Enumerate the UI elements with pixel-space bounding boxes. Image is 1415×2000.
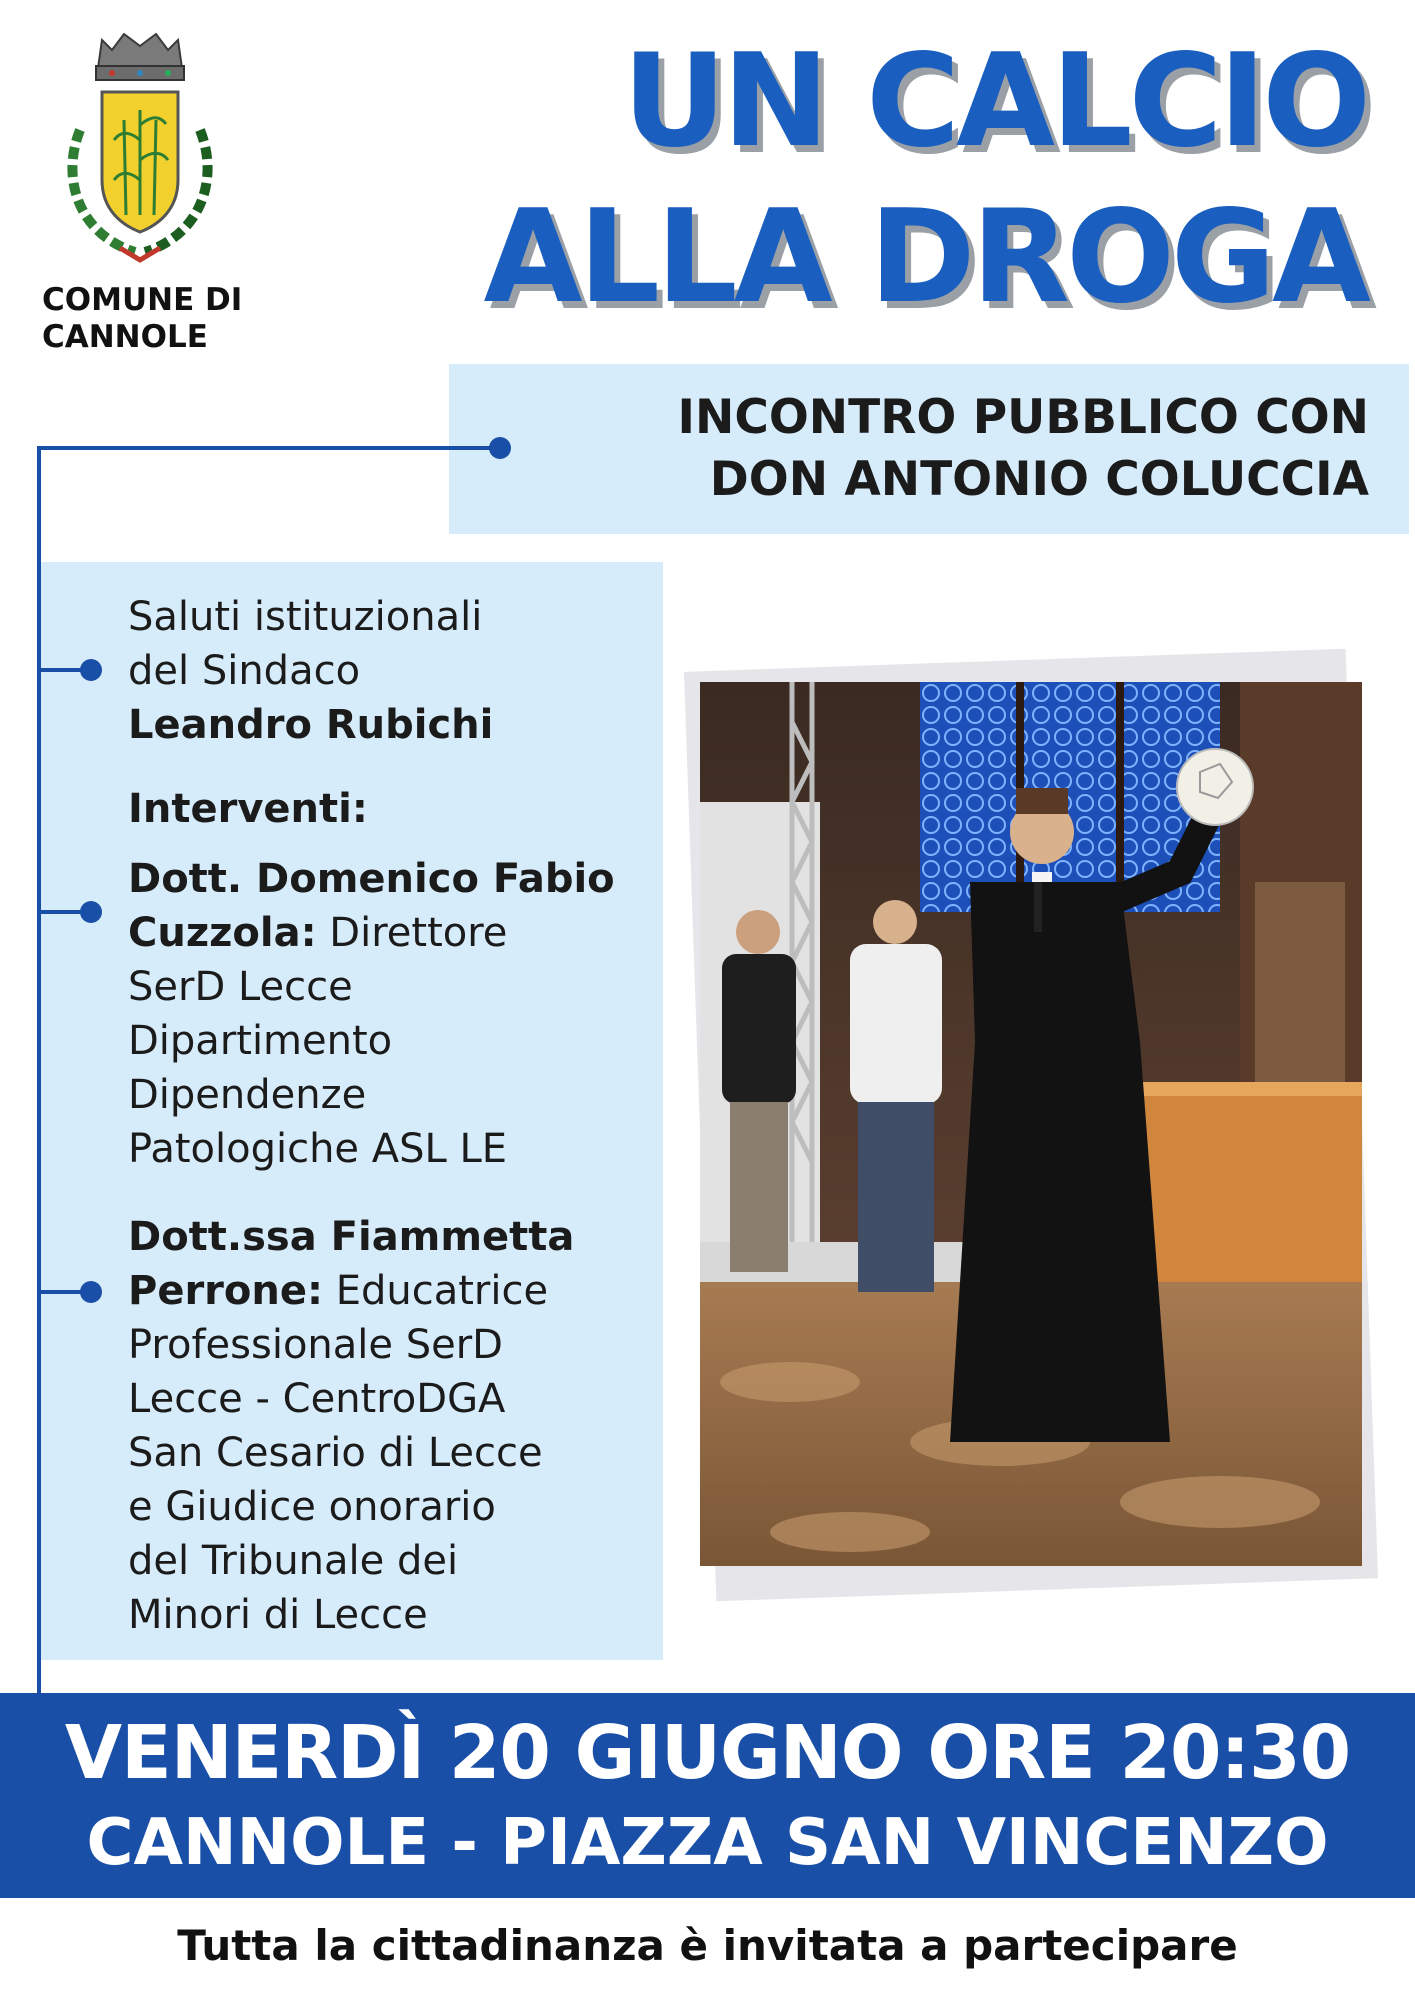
timeline-connector-subtitle bbox=[37, 446, 499, 450]
title-line-1: UN CALCIO bbox=[622, 27, 1367, 176]
municipality-label bbox=[42, 282, 272, 356]
timeline-dot-speaker2 bbox=[80, 1281, 102, 1303]
timeline-dot-saluti bbox=[80, 659, 102, 681]
saluti-line-1: Saluti istituzionali bbox=[128, 594, 483, 640]
speaker1-name-line2: Cuzzola: bbox=[128, 910, 317, 956]
title-line-2: ALLA DROGA bbox=[483, 183, 1367, 332]
speaker1-role-line1: Direttore bbox=[316, 910, 508, 956]
event-photo bbox=[700, 682, 1362, 1566]
speaker2-role-line6: del Tribunale dei bbox=[128, 1538, 459, 1584]
timeline-dot-subtitle bbox=[489, 437, 511, 459]
speaker1-role-line5: Patologiche ASL LE bbox=[128, 1126, 508, 1172]
speaker2-role-line3: Lecce - CentroDGA bbox=[128, 1376, 506, 1422]
event-date-band bbox=[0, 1693, 1415, 1898]
speaker2-role-line7: Minori di Lecce bbox=[128, 1592, 428, 1638]
speaker1-role-line3: Dipartimento bbox=[128, 1018, 393, 1064]
municipality-label-line2: CANNOLE bbox=[42, 319, 208, 355]
timeline-dot-speaker1 bbox=[80, 901, 102, 923]
speaker2-name-line2: Perrone: bbox=[128, 1268, 323, 1314]
subtitle-box bbox=[449, 364, 1409, 534]
sindaco-name: Leandro Rubichi bbox=[128, 702, 494, 748]
speaker2-role-line4: San Cesario di Lecce bbox=[128, 1430, 543, 1476]
coat-of-arms-icon bbox=[40, 20, 240, 270]
interventi-label: Interventi: bbox=[128, 786, 368, 832]
event-date: VENERDÌ 20 GIUGNO ORE 20:30 bbox=[64, 1710, 1351, 1796]
speaker2-role-line2: Professionale SerD bbox=[128, 1322, 503, 1368]
speaker2-name-line1: Dott.ssa Fiammetta bbox=[128, 1214, 575, 1260]
speaker1-role-line4: Dipendenze bbox=[128, 1072, 367, 1118]
subtitle-line-2: DON ANTONIO COLUCCIA bbox=[709, 452, 1369, 507]
timeline-vertical-line bbox=[37, 446, 41, 1696]
subtitle-line-1: INCONTRO PUBBLICO CON bbox=[677, 390, 1369, 445]
speaker1-name-line1: Dott. Domenico Fabio bbox=[128, 856, 615, 902]
speaker2-role-line5: e Giudice onorario bbox=[128, 1484, 496, 1530]
speaker2-role-line1: Educatrice bbox=[322, 1268, 549, 1314]
invitation-text: Tutta la cittadinanza è invitata a partecipare bbox=[177, 1921, 1238, 1970]
municipality-label-line1: COMUNE DI bbox=[42, 282, 243, 318]
saluti-line-2: del Sindaco bbox=[128, 648, 361, 694]
event-place: CANNOLE - PIAZZA SAN VINCENZO bbox=[86, 1806, 1329, 1880]
speaker1-role-line2: SerD Lecce bbox=[128, 964, 353, 1010]
